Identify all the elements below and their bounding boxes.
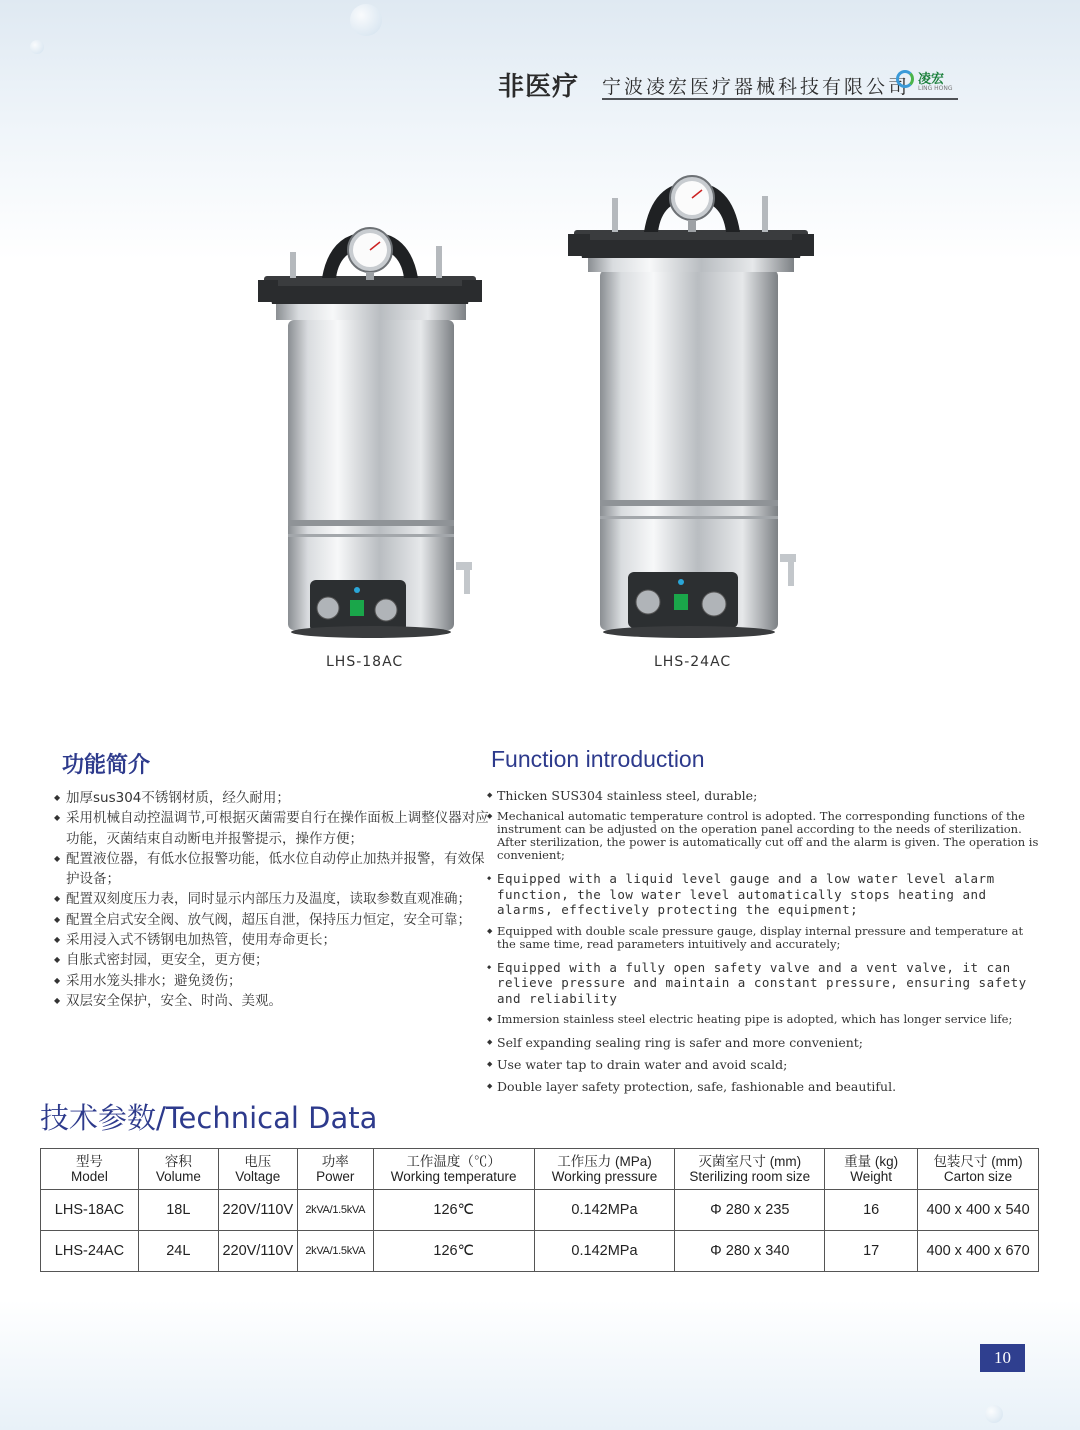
- function-item-en: ◆ Equipped with a liquid level gauge and a low water level alarm function, the low water level automatically stops heating and alarms, effectively protecting the equipment;: [487, 871, 1042, 918]
- function-item-en: ◆ Equipped with a fully open safety valve and a vent valve, it can relieve pressure and maintain a constant pressure, ensuring safety and reliability: [487, 960, 1042, 1007]
- function-item-cn: ◆ 配置全启式安全阀、放气阀，超压自泄，保持压力恒定，安全可靠；: [54, 910, 494, 930]
- table-row: [41, 1190, 1039, 1231]
- page-background-bottom: [0, 1300, 1080, 1430]
- technical-data-table: [40, 1148, 1039, 1272]
- header-carton-size: 包装尺寸 (mm) Carton size: [918, 1149, 1039, 1190]
- function-item-en: ◆ Self expanding sealing ring is safer and more convenient;: [487, 1035, 1042, 1050]
- function-item-cn: ◆ 加厚sus304不锈钢材质，经久耐用；: [54, 788, 494, 808]
- product-model-label: LHS-18AC: [326, 654, 404, 670]
- cell-voltage: 220V/110V: [218, 1190, 297, 1231]
- cell-weight: 16: [825, 1190, 918, 1231]
- cell-working-pressure: 0.142MPa: [534, 1190, 675, 1231]
- page-header: [498, 62, 958, 102]
- function-item-en: ◆ Thicken SUS304 stainless steel, durable;: [487, 788, 1042, 803]
- category-label: 非医疗: [498, 72, 580, 102]
- product-image-lhs-24ac: [566, 170, 816, 644]
- decorative-bubble: [985, 1405, 1003, 1423]
- header-model: 型号 Model: [41, 1149, 139, 1190]
- cell-power: 2kVA/1.5kVA: [297, 1231, 373, 1272]
- cell-carton-size: 400 x 400 x 540: [918, 1190, 1039, 1231]
- header-working-pressure: 工作压力 (MPa) Working pressure: [534, 1149, 675, 1190]
- company-logo: [896, 68, 958, 96]
- function-item-en: ◆ Use water tap to drain water and avoid scald;: [487, 1057, 1042, 1072]
- function-heading-cn: 功能简介: [62, 753, 151, 778]
- function-item-cn: ◆ 自胀式密封园，更安全，更方便；: [54, 950, 494, 970]
- product-image-lhs-18ac: [250, 222, 490, 644]
- cell-weight: 17: [825, 1231, 918, 1272]
- function-item-en: ◆ Double layer safety protection, safe, fashionable and beautiful.: [487, 1079, 1042, 1094]
- technical-data-heading: 技术参数/Technical Data: [40, 1101, 378, 1135]
- cell-volume: 24L: [138, 1231, 218, 1272]
- header-working-temperature: 工作温度（℃） Working temperature: [373, 1149, 534, 1190]
- logo-name: 凌宏: [918, 72, 945, 87]
- cell-working-temperature: 126℃: [373, 1231, 534, 1272]
- function-item-cn: ◆ 采用机械自动控温调节,可根据灭菌需要自行在操作面板上调整仪器对应功能，灭菌结束自动断电并报警提示，操作方便；: [54, 808, 494, 849]
- function-heading-en: Function introduction: [491, 746, 705, 772]
- sterilizer-illustration: [250, 222, 490, 644]
- function-item-en: ◆ Immersion stainless steel electric heating pipe is adopted, which has longer service life;: [487, 1013, 1042, 1026]
- page-number-badge: 10: [980, 1344, 1025, 1372]
- header-voltage: 电压 Voltage: [218, 1149, 297, 1190]
- cell-power: 2kVA/1.5kVA: [297, 1190, 373, 1231]
- cell-voltage: 220V/110V: [218, 1231, 297, 1272]
- header-volume: 容积 Volume: [138, 1149, 218, 1190]
- decorative-bubble: [350, 4, 382, 36]
- header-weight: 重量 (kg) Weight: [825, 1149, 918, 1190]
- cell-model: LHS-18AC: [41, 1190, 139, 1231]
- cell-model: LHS-24AC: [41, 1231, 139, 1272]
- function-list-cn: [54, 788, 494, 1011]
- cell-working-temperature: 126℃: [373, 1190, 534, 1231]
- table-row: [41, 1231, 1039, 1272]
- function-item-cn: ◆ 双层安全保护，安全、时尚、美观。: [54, 991, 494, 1011]
- logo-mark-icon: [896, 70, 914, 88]
- function-item-en: ◆ Mechanical automatic temperature control is adopted. The corresponding functions of the instrument can be adjusted on the operation panel according to the needs of sterilization. After sterilization, the power is automatically cut off and the alarm is given. The operation is convenient;: [487, 810, 1042, 862]
- company-name: 宁波凌宏医疗器械科技有限公司: [602, 76, 911, 98]
- function-item-cn: ◆ 采用浸入式不锈钢电加热管，使用寿命更长；: [54, 930, 494, 950]
- function-list-en: [487, 788, 1042, 1101]
- logo-subtext: LING HONG: [918, 85, 953, 92]
- function-item-cn: ◆ 配置液位器，有低水位报警功能，低水位自动停止加热并报警，有效保护设备；: [54, 849, 494, 890]
- header-sterilizing-room-size: 灭菌室尺寸 (mm) Sterilizing room size: [675, 1149, 825, 1190]
- function-item-cn: ◆ 配置双刻度压力表，同时显示内部压力及温度，读取参数直观准确；: [54, 889, 494, 909]
- sterilizer-illustration: [566, 170, 816, 644]
- product-model-label: LHS-24AC: [654, 654, 732, 670]
- cell-carton-size: 400 x 400 x 670: [918, 1231, 1039, 1272]
- function-item-en: ◆ Equipped with double scale pressure gauge, display internal pressure and temperature at the same time, read parameters intuitively and accurately;: [487, 925, 1042, 951]
- page-background-top: [0, 0, 1080, 260]
- cell-sterilizing-room-size: Φ 280 x 340: [675, 1231, 825, 1272]
- table-header-row: [41, 1149, 1039, 1190]
- cell-volume: 18L: [138, 1190, 218, 1231]
- cell-sterilizing-room-size: Φ 280 x 235: [675, 1190, 825, 1231]
- header-power: 功率 Power: [297, 1149, 373, 1190]
- function-item-cn: ◆ 采用水笼头排水；避免烫伤；: [54, 971, 494, 991]
- decorative-bubble: [30, 40, 44, 54]
- header-rule: [602, 98, 958, 100]
- cell-working-pressure: 0.142MPa: [534, 1231, 675, 1272]
